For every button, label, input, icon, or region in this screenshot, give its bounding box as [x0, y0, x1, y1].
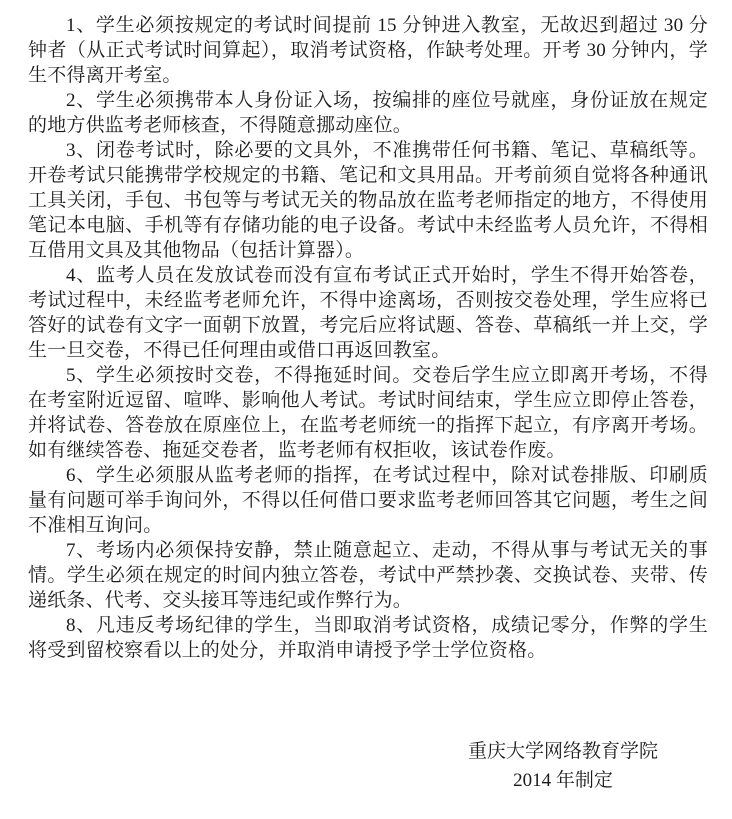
signature-date: 2014 年制定 — [513, 770, 613, 791]
rule-paragraph-3: 3、闭卷考试时，除必要的文具外，不准携带任何书籍、笔记、草稿纸等。开卷考试只能携带学校规定的书籍、笔记和文具用品。开考前须自觉将各种通讯工具关闭，手包、书包等与考试无关的物品放在监考老师指定的地方，不得使用笔记本电脑、手机等有存储功能的电子设备。考试中未经监考人员允许，不得相互借用文具及其他物品（包括计算器）。 — [28, 140, 708, 261]
signature-organization: 重庆大学网络教育学院 — [467, 741, 658, 762]
rule-paragraph-8: 8、凡违反考场纪律的学生，当即取消考试资格，成绩记零分，作弊的学生将受到留校察看以上的处分，并取消申请授予学士学位资格。 — [28, 615, 708, 661]
exam-rules-list — [28, 13, 708, 663]
rule-paragraph-7: 7、考场内必须保持安静，禁止随意起立、走动，不得从事与考试无关的事情。学生必须在规定的时间内独立答卷，考试中严禁抄袭、交换试卷、夹带、传递纸条、代考、交头接耳等违纪或作弊行为。 — [28, 540, 708, 611]
rule-paragraph-6: 6、学生必须服从监考老师的指挥，在考试过程中，除对试卷排版、印刷质量有问题可举手询问外，不得以任何借口要求监考老师回答其它问题，考生之间不准相互询问。 — [28, 465, 708, 536]
rule-paragraph-2: 2、学生必须携带本人身份证入场，按编排的座位号就座，身份证放在规定的地方供监考老师核查，不得随意挪动座位。 — [28, 90, 708, 136]
rule-paragraph-5: 5、学生必须按时交卷，不得拖延时间。交卷后学生应立即离开考场，不得在考室附近逗留、喧哗、影响他人考试。考试时间结束，学生应立即停止答卷，并将试卷、答卷放在原座位上，在监考老师统一的指挥下起立，有序离开考场。如有继续答卷、拖延交卷者，监考老师有权拒收，该试卷作废。 — [28, 365, 708, 461]
signature-block — [465, 737, 661, 795]
rule-paragraph-4: 4、监考人员在发放试卷而没有宣布考试正式开始时，学生不得开始答卷，考试过程中，未经监考老师允许，不得中途离场，否则按交卷处理，学生应将已答好的试卷有文字一面朝下放置，考完后应将试题、答卷、草稿纸一并上交，学生一旦交卷，不得已任何理由或借口再返回教室。 — [28, 265, 708, 361]
rule-paragraph-1: 1、学生必须按规定的考试时间提前 15 分钟进入教室，无故迟到超过 30 分钟者（从正式考试时间算起），取消考试资格，作缺考处理。开考 30 分钟内，学生不得离开考室。 — [28, 15, 708, 86]
